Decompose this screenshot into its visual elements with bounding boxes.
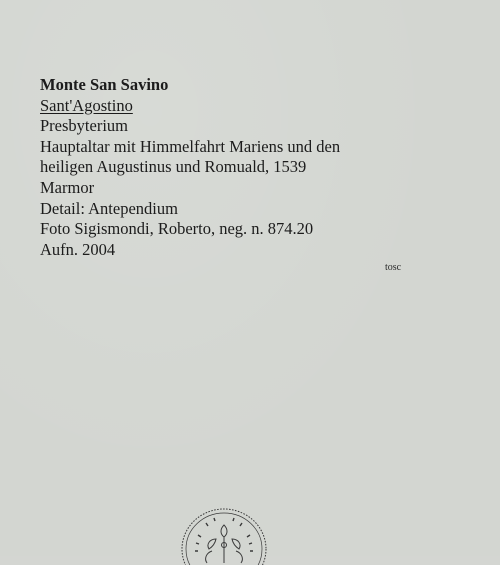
location-title: Monte San Savino — [40, 75, 169, 94]
church-name: Sant'Agostino — [40, 95, 133, 115]
catalog-entry — [40, 75, 480, 260]
entry-line-description-2: heiligen Augustinus und Romuald, 1539 — [40, 157, 307, 177]
entry-line-description-1: Hauptaltar mit Himmelfahrt Mariens und den — [40, 136, 341, 156]
entry-line-detail: Detail: Antependium — [40, 198, 178, 218]
library-seal-icon — [176, 505, 272, 565]
entry-line-material: Marmor — [40, 177, 95, 197]
region-code: tosc — [385, 262, 402, 273]
entry-line-area: Presbyterium — [40, 116, 128, 136]
entry-line-date: Aufn. 2004 — [40, 239, 116, 259]
entry-line-photo-credit: Foto Sigismondi, Roberto, neg. n. 874.20 — [40, 219, 314, 239]
